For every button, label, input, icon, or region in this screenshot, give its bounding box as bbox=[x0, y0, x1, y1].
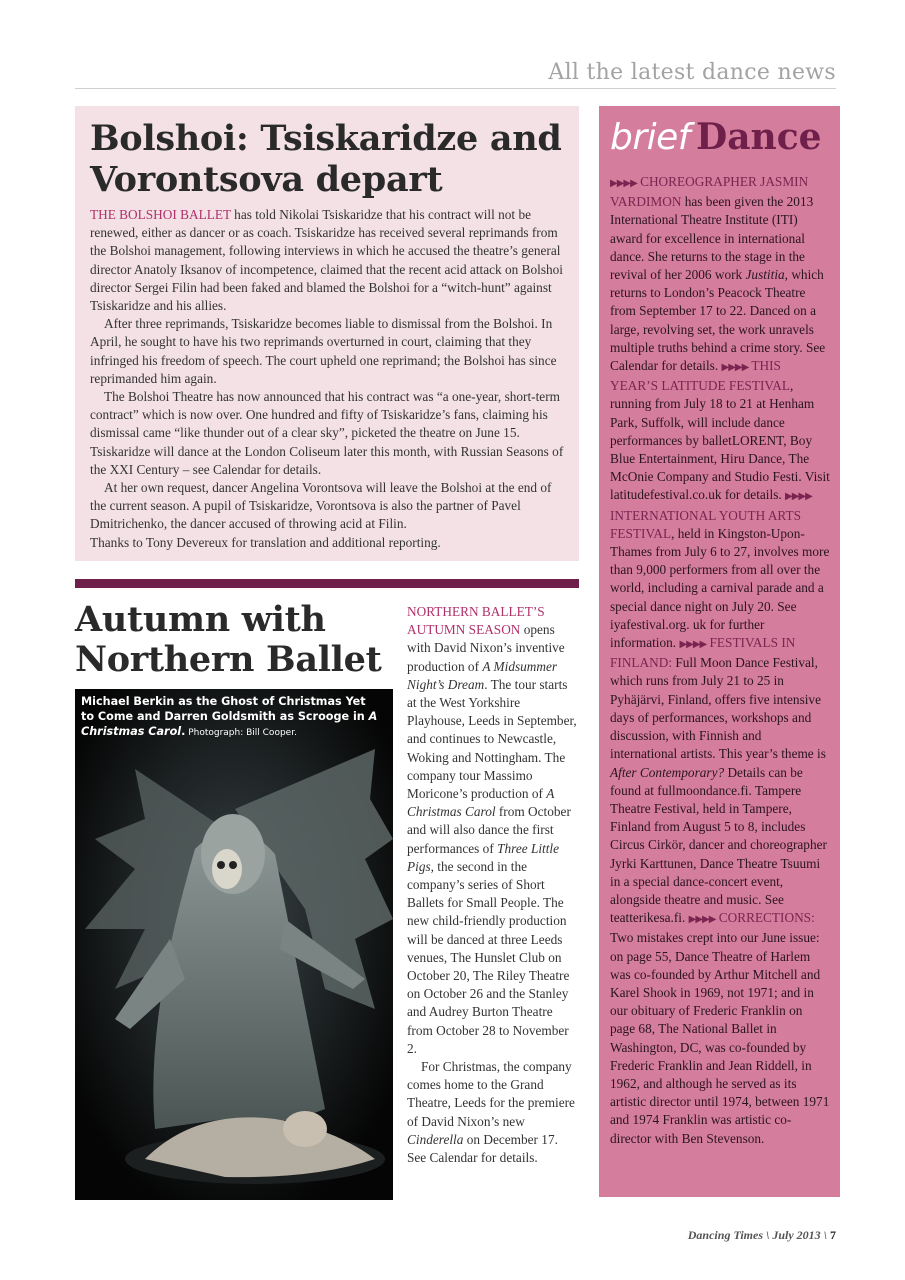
paragraph bbox=[90, 206, 565, 315]
text-run: . The tour starts at the West Yorkshire Playhouse, Leeds in September, and continues to Newcastle, Woking and Nottingham. The company tour Massimo Moricone’s production of bbox=[407, 676, 577, 802]
text-run: opens with David Nixon’s inventive production of bbox=[407, 622, 565, 674]
work-title: Justitia bbox=[745, 267, 785, 283]
work-title: After Contemporary? bbox=[610, 764, 725, 780]
paragraph: At her own request, dancer Angelina Vorontsova will leave the Bolshoi at the end of the current season. A pupil of Tsiskaridze, Vorontsova is also the partner of Pavel Dmitrichenko, the dancer accused of throwing acid at Filin. bbox=[90, 480, 552, 532]
text-run: from October and will also dance the first performances of bbox=[407, 804, 571, 856]
bolshoi-article bbox=[75, 106, 579, 561]
publication-line: Dancing Times \ July 2013 \ bbox=[687, 1228, 830, 1242]
headline-line-2: Northern Ballet bbox=[75, 639, 382, 680]
work-title: A Christmas Carol bbox=[407, 786, 555, 820]
page-header bbox=[75, 58, 836, 89]
text-run: on December 17. See Calendar for details. bbox=[407, 1131, 558, 1166]
text-run: , running from July 18 to 21 at Henham Park, Suffolk, will include dance performances by balletLORENT, Boy Blue Entertainment, Hiru Dance, The McOnie Company and Studio Festi. Visit latitudefestival.co.uk for details. bbox=[610, 378, 830, 503]
paragraph bbox=[407, 1058, 579, 1167]
paragraph bbox=[407, 603, 579, 1058]
acknowledgement: Thanks to Tony Devereux for translation and additional reporting. bbox=[90, 534, 441, 550]
lead-in: NORTHERN BALLET’S AUTUMN SEASON bbox=[407, 604, 545, 638]
arrow-icon: ▶▶▶▶ bbox=[610, 178, 637, 189]
northern-ballet-headline bbox=[75, 600, 395, 680]
item-lead: CHOREOGRAPHER JASMIN VARDIMON bbox=[610, 174, 809, 210]
arrow-icon: ▶▶▶▶ bbox=[679, 639, 707, 651]
page-footer bbox=[688, 1228, 836, 1243]
headline-line-1: Autumn with bbox=[75, 599, 326, 640]
text-run: has been given the 2013 International Theatre Institute (ITI) award for excellence in international dance. She returns to the stage in the revival of her 2006 work bbox=[610, 194, 814, 283]
caption-dot: . bbox=[181, 725, 186, 738]
paragraph-text: has told Nikolai Tsiskaridze that his contract will not be renewed, either as dancer or as coach. Tsiskaridze has received several reprimands from the Bolshoi management, following interviews in which he accused the theatre’s general director Anatoly Iksanov of incompetence, claimed that the recent acid attack on Bolshoi director Sergei Filin had been faked and blamed the Bolshoi for a “witch-hunt” against Tsiskaridze and his allies. bbox=[90, 207, 563, 314]
text-run: For Christmas, the company comes home to the Grand Theatre, Leeds for the premiere of David Nixon’s new bbox=[407, 1059, 575, 1129]
caption-text: Michael Berkin as the Ghost of Christmas Yet to Come and Darren Goldsmith as Scrooge in bbox=[81, 695, 369, 723]
bolshoi-headline bbox=[90, 118, 565, 200]
text-run: Two mistakes crept into our June issue: on page 55, Dance Theatre of Harlem was co-founded by Arthur Mitchell and Karel Shook in 1969, not 1971; and in our obituary of Frederic Franklin on page 68, The National Ballet in Washington, DC, was co-founded by Frederic Franklin and Jean Riddell, in 1962, and although he served as its artistic director until 1974, between 1971 and 1974 Franklin was artistic co-director with Ben Stevenson. bbox=[610, 930, 830, 1146]
work-title: Cinderella bbox=[407, 1131, 464, 1147]
caption-title: A Christmas Carol bbox=[81, 710, 378, 738]
photo-credit: Photograph: Bill Cooper. bbox=[185, 728, 297, 738]
work-title: A Midsummer Night’s Dream bbox=[407, 658, 558, 692]
text-run: , the second in the company’s series of Short Ballets for Small People. The new child-friendly production will be danced at three Leeds venues, The Hunslet Club on October 20, The Riley Theatre on October 26 and the Stanley and Audrey Burton Theatre from October 28 to November 2. bbox=[407, 858, 570, 1056]
headline-line-1: Bolshoi: Tsiskaridze and bbox=[90, 118, 562, 159]
section-title: All the latest dance news bbox=[548, 60, 836, 85]
work-title: Three Little Pigs bbox=[407, 840, 560, 874]
title-brief: brief bbox=[610, 117, 690, 158]
brief-items bbox=[610, 173, 830, 1148]
lead-in: THE BOLSHOI BALLET bbox=[90, 207, 231, 222]
bolshoi-body bbox=[90, 206, 565, 552]
brief-dance-title bbox=[610, 116, 830, 159]
text-run: , held in Kingston-Upon-Thames from July 6 to 27, involves more than 9,000 performers from all over the world, including a carnival parade and a special dance night on July 20. See iyafestival.org. uk for further information. bbox=[610, 525, 830, 651]
headline-line-2: Vorontsova depart bbox=[90, 159, 443, 200]
item-lead: INTERNATIONAL YOUTH ARTS FESTIVAL bbox=[610, 507, 802, 541]
arrow-icon: ▶▶▶▶ bbox=[721, 362, 749, 374]
arrow-icon: ▶▶▶▶ bbox=[688, 914, 716, 926]
item-lead: THIS YEAR’S LATITUDE FESTIVAL bbox=[610, 358, 790, 394]
paragraph: The Bolshoi Theatre has now announced that his contract was “a one-year, short-term contract” which is now over. One hundred and fifty of Tsiskaridze’s fans, claiming his dismissal came “like thunder out of a clear sky”, picketed the theatre on June 15. Tsiskaridze will dance at the London Coliseum later this month, with Russian Seasons of the XXI Century – see Calendar for details. bbox=[90, 389, 564, 477]
paragraph: After three reprimands, Tsiskaridze becomes liable to dismissal from the Bolshoi. In April, he sought to have his two reprimands overturned in court, claiming that they infringed his freedom of speech. The court upheld one reprimand; the Bolshoi has since reprimanded him again. bbox=[90, 316, 557, 386]
arrow-icon: ▶▶▶▶ bbox=[785, 491, 812, 503]
text-run: Full Moon Dance Festival, which runs from July 21 to 25 in Pyhäjärvi, Finland, offers five intensive days of performances, workshops and discussion, with Finnish and international artists. This year’s theme is bbox=[610, 655, 826, 762]
page-number: 7 bbox=[830, 1228, 836, 1242]
photo-caption bbox=[81, 694, 381, 741]
photo-illustration bbox=[75, 689, 393, 1200]
section-divider bbox=[75, 579, 579, 588]
item-lead: CORRECTIONS: bbox=[715, 910, 815, 926]
title-dance: Dance bbox=[695, 116, 822, 158]
ghost-photo bbox=[75, 689, 393, 1200]
brief-dance-sidebar bbox=[599, 106, 840, 1197]
text-run: , which returns to London’s Peacock Theatre from September 17 to 22. Danced on a large, revolving set, the work unravels multiple truths behind a crime story. See Calendar for details. bbox=[610, 267, 826, 374]
northern-ballet-body bbox=[407, 603, 579, 1167]
text-run: Details can be found at fullmoondance.fi. Tampere Theatre Festival, held in Tampere, Finland from August 5 to 8, includes Circus Cirkör, dancer and choreographer Jyrki Karttunen, Dance Theatre Tsuumi in a special dance-concert event, alongside theatre and music. See teatterikesa.fi. bbox=[610, 764, 827, 926]
item-lead: FESTIVALS IN FINLAND: bbox=[610, 635, 796, 671]
